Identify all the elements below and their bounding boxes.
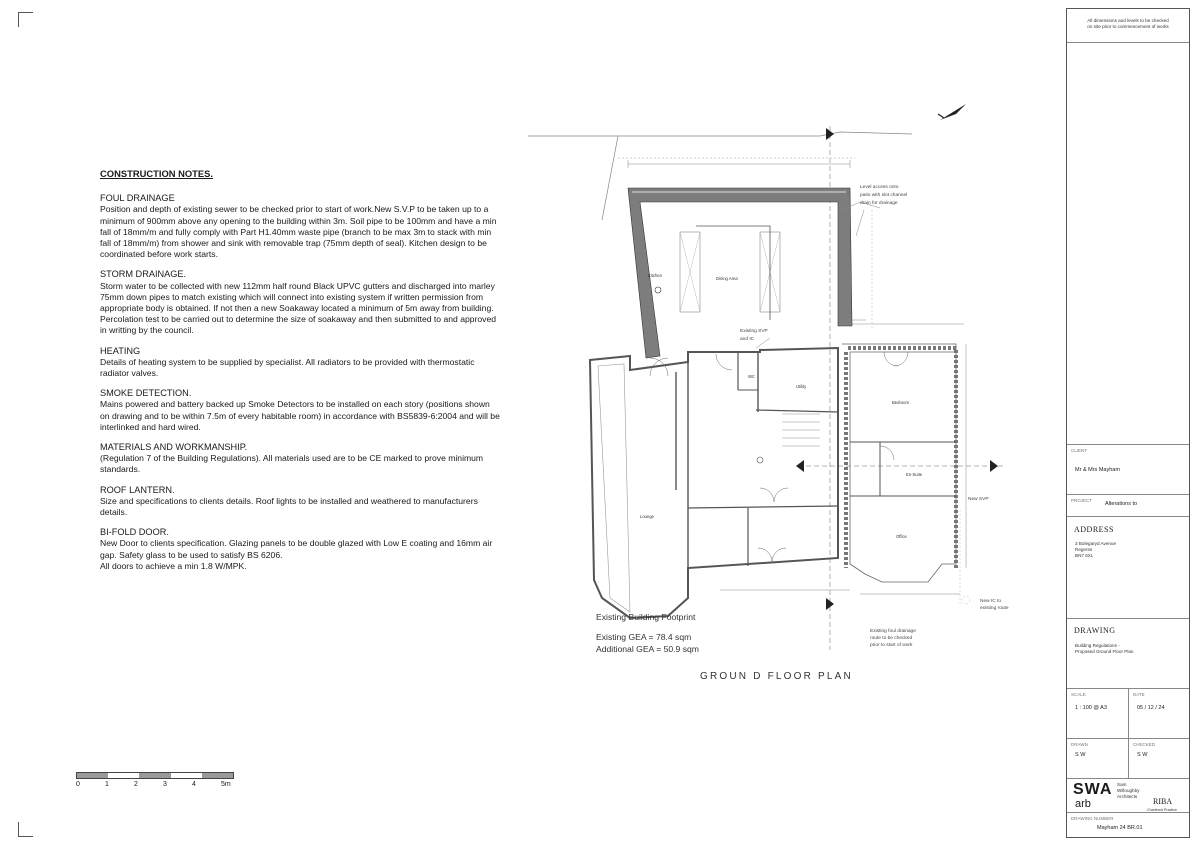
note-body: Mains powered and battery backed up Smoke Detectors to be installed on each story (positions shown on drawing and to be within 7.5m of every habitable room) in accordance with BS5839-6:2004 and will be interlinked and hard wired.: [100, 399, 500, 432]
tb-address-line: 3 Bolegaryd Avenue: [1075, 541, 1117, 546]
tb-drawing-line: Building Regulations -: [1075, 643, 1120, 648]
note-heating: [100, 346, 500, 380]
note-level-access: patio with slot channel: [860, 193, 908, 198]
note-bifold-door: [100, 527, 500, 572]
plan-title: GROUN D FLOOR PLAN: [700, 671, 853, 682]
note-storm-drainage: [100, 269, 500, 336]
note-roof-lantern: [100, 485, 500, 519]
swa-logo: SWA: [1073, 781, 1113, 798]
scale-label: 1: [105, 781, 109, 788]
tb-project-value: Alterations to: [1105, 501, 1138, 507]
note-foul-drainage: [100, 193, 500, 260]
crop-mark-bottom-left: [18, 822, 33, 837]
note-existing-foul: prior to start of work: [870, 643, 913, 648]
scale-label: 2: [134, 781, 138, 788]
note-heading: FOUL DRAINAGE: [100, 193, 175, 204]
room-label-dining: Dining Area: [716, 276, 738, 281]
note-heading: ROOF LANTERN.: [100, 484, 175, 495]
note-new-ic: New IC to: [980, 599, 1002, 604]
note-body: New Door to clients specification. Glazing panels to be double glazed with Low E coating and 16mm air gap. Safety glass to be used to satisfy BS 6206. All doors to achieve a min 1.8 W/MPK.: [100, 538, 493, 571]
tb-heading: ADDRESS: [1074, 525, 1114, 534]
tb-drawing-number-value: Mayham 24 BR.01: [1097, 825, 1143, 831]
note-smoke-detection: [100, 388, 500, 433]
room-label-bedroom: Bedroom: [892, 400, 909, 405]
scale-bar-graphic: [76, 772, 234, 779]
note-new-ic: existing route: [980, 606, 1009, 611]
note-body: Position and depth of existing sewer to be checked prior to start of work.New S.V.P to be taken up to a minimum of 900mm above any opening to the building within 3m. Soil pipe to be 100mm and have a min fall of 18mm/m and fully comply with Part H1.40mm waste pipe (branch to be max 3m to stack with min fall of 18mm/m) from shower and sink with removable trap (75mm depth of seal). Kitchen design to be coordinated before work starts.: [100, 204, 497, 260]
note-heading: MATERIALS AND WORKMANSHIP.: [100, 442, 248, 453]
crop-mark-top-left: [18, 12, 33, 27]
tb-project: [1067, 495, 1189, 517]
construction-notes: [100, 168, 500, 581]
tb-drawn-checked: [1067, 739, 1189, 779]
tb-drawing: [1067, 619, 1189, 689]
footprint-label: Existing Building Footprint: [596, 612, 696, 622]
arb-logo: arb: [1075, 798, 1091, 810]
north-arrow-icon: [938, 104, 966, 120]
scale-label: 3: [163, 781, 167, 788]
additional-gea: Additional GEA = 50.9 sqm: [596, 644, 699, 654]
room-label-lounge: Lounge: [640, 514, 654, 519]
note-level-access: Level access onto: [860, 185, 899, 190]
tb-drawing-number: [1067, 813, 1189, 839]
note-heading: SMOKE DETECTION.: [100, 388, 192, 399]
note-body: Size and specifications to clients details. Roof lights to be installed and weathered to manufacturers details.: [100, 495, 478, 518]
tb-address-line: Regents: [1075, 547, 1093, 552]
note-existing-svp: Existing SVP: [740, 329, 768, 334]
room-label-utility: Utility: [796, 384, 807, 389]
tb-label: PROJECT: [1071, 498, 1093, 503]
scale-bar: [76, 772, 246, 791]
tb-note: [1067, 9, 1189, 43]
scale-label: 0: [76, 781, 80, 788]
logo-line: Architects: [1117, 794, 1138, 799]
note-body: Details of heating system to be supplied by specialist. All radiators to be provided with thermostatic radiator valves.: [100, 356, 475, 379]
room-label-kitchen: Kitchen: [648, 273, 662, 278]
tb-note-line: on site prior to commencement of works: [1087, 24, 1169, 29]
riba-sub: Chartered Practice: [1147, 808, 1177, 812]
tb-label: CLIENT: [1071, 448, 1088, 453]
tb-scale-value: 1 : 100 @ A3: [1075, 705, 1107, 711]
note-heading: STORM DRAINAGE.: [100, 269, 187, 280]
note-existing-foul: Existing foul drainage: [870, 629, 916, 634]
note-level-access: drain for drainage: [860, 201, 898, 206]
tb-client: [1067, 445, 1189, 495]
tb-address-line: BN7 6XL: [1075, 553, 1094, 558]
room-label-ensuite: En-Suite: [906, 472, 923, 477]
tb-blank-area: [1067, 43, 1189, 445]
tb-label: DRAWING NUMBER: [1071, 816, 1114, 821]
tb-address: [1067, 517, 1189, 619]
room-label-office: Office: [896, 534, 907, 539]
note-body: Storm water to be collected with new 112mm half round Black UPVC gutters and discharged into marley 75mm down pipes to match existing which will connect into existing system if written permission from appropriate body is obtained. If not then a new Soakaway located a minimum of 5m away from building. Percolation test to be carried out to determine the size of soakaway and then submitted to and approved in writting by the council.: [100, 280, 497, 336]
tb-heading: DRAWING: [1074, 626, 1116, 635]
tb-label: DATE: [1133, 692, 1145, 697]
section-marker: [796, 126, 1006, 650]
room-label-wc: WC: [748, 374, 755, 379]
note-materials: [100, 442, 500, 476]
tb-drawing-line: Proposed Ground Floor Plan: [1075, 649, 1134, 654]
scale-label: 4: [192, 781, 196, 788]
note-heading: HEATING: [100, 345, 141, 356]
tb-label: SCALE: [1071, 692, 1086, 697]
tb-checked-value: S W: [1137, 752, 1148, 758]
tb-client-value: Mr & Mrs Mayham: [1075, 467, 1120, 473]
notes-title: CONSTRUCTION NOTES.: [100, 168, 214, 179]
note-heading: BI-FOLD DOOR.: [100, 527, 169, 538]
logo-line: Willoughby: [1117, 788, 1140, 793]
title-block: [1066, 8, 1190, 838]
scale-label: 5m: [221, 781, 231, 788]
tb-logos: [1067, 779, 1189, 813]
note-body: (Regulation 7 of the Building Regulations). All materials used are to be CE marked to prove minimum standards.: [100, 453, 484, 475]
tb-label: DRAWN: [1071, 742, 1088, 747]
note-new-svp: New SVP: [968, 497, 989, 502]
riba-logo: RIBA: [1153, 797, 1173, 806]
tb-scale-date: [1067, 689, 1189, 739]
note-existing-svp: and IC: [740, 337, 755, 342]
logo-line: Sam: [1117, 782, 1127, 787]
tb-label: CHECKED: [1133, 742, 1156, 747]
tb-drawn-value: S W: [1075, 752, 1086, 758]
tb-date-value: 05 / 12 / 24: [1137, 705, 1165, 711]
tb-note-line: All dimensions and levels to be checked: [1087, 18, 1169, 23]
note-existing-foul: route to be checked: [870, 636, 913, 641]
existing-gea: Existing GEA = 78.4 sqm: [596, 632, 692, 642]
ground-floor-plan: [520, 90, 1050, 670]
